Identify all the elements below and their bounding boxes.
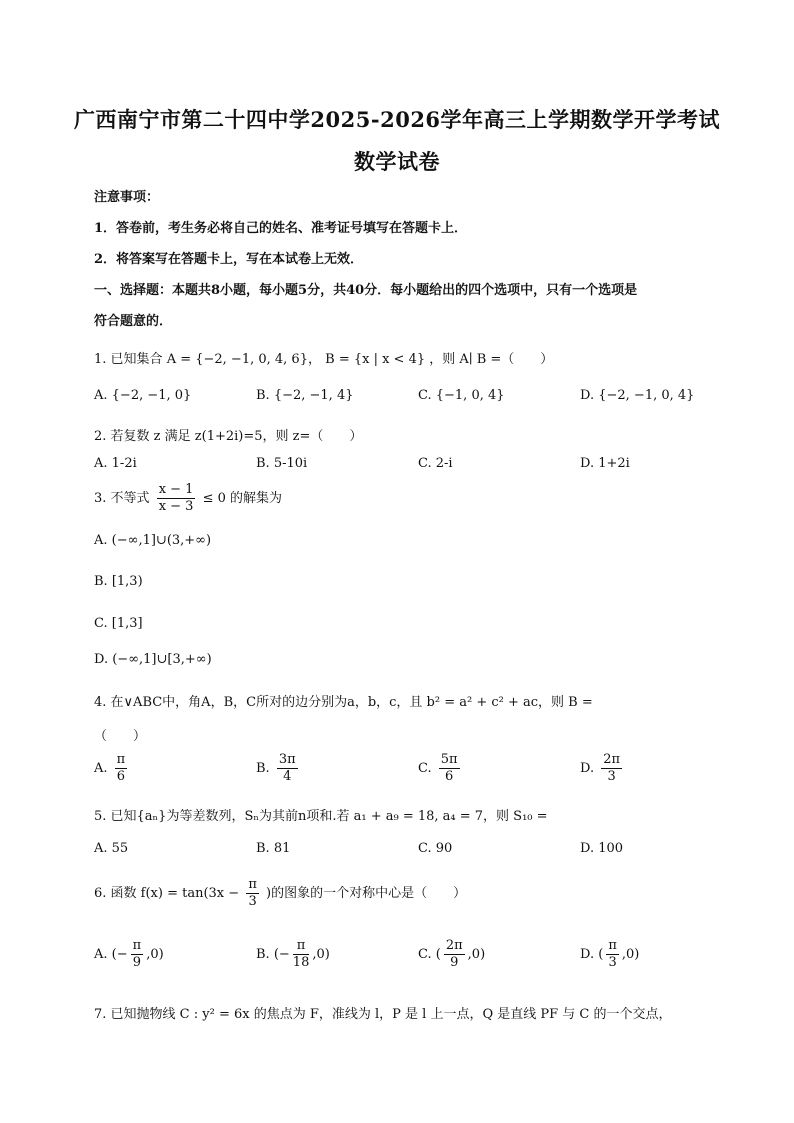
question-1 <box>94 348 553 367</box>
q3-text-a: 3. 不等式 <box>94 491 150 506</box>
q3-fraction <box>157 482 196 515</box>
q4-option-a[interactable] <box>94 752 130 785</box>
q1-text-b: ，则 A∣ B =（ ） <box>429 352 554 367</box>
question-5: 5. 已知{aₙ}为等差数列，Sₙ为其前n项和.若 a₁ + a₉ = 18, a₄ = 7，则 S₁₀ = <box>94 809 548 824</box>
section-heading: 一、选择题：本题共8小题，每小题5分，共40分．每小题给出的四个选项中，只有一个选项是 <box>94 283 638 298</box>
q6-a-den: 9 <box>132 955 142 970</box>
q4-b-fraction <box>277 752 298 785</box>
q6-a-fraction <box>131 938 144 971</box>
q3-option-b[interactable]: B. [1,3) <box>94 574 143 589</box>
q5-options <box>0 841 794 863</box>
q4-a-num: π <box>116 752 126 767</box>
q4-c-fraction <box>439 752 460 785</box>
q3-numerator: x − 1 <box>158 482 194 497</box>
q1-option-c[interactable]: C. {−1, 0, 4} <box>418 388 505 403</box>
q3-text-b: ≤ 0 的解集为 <box>202 491 283 506</box>
q6-c-fraction <box>444 938 465 971</box>
q6-option-a[interactable] <box>94 938 164 971</box>
q6-option-c[interactable] <box>418 938 485 971</box>
q4-b-num: 3π <box>278 752 296 767</box>
q6-a-post: ,0) <box>146 947 164 962</box>
q4-a-den: 6 <box>116 769 126 784</box>
q6-text-b: )的图象的一个对称中心是（ ） <box>266 886 467 901</box>
q6-a-pre: (− <box>111 947 128 962</box>
q4-a-label: A. <box>94 761 108 776</box>
q6-d-fraction <box>606 938 619 971</box>
q3-denominator: x − 3 <box>158 499 194 514</box>
q1-set-a: A = {−2, −1, 0, 4, 6} <box>166 352 308 367</box>
q6-numerator: π <box>248 877 257 892</box>
q4-b-den: 4 <box>283 769 292 784</box>
q5-option-b[interactable]: B. 81 <box>256 841 291 856</box>
question-7: 7. 已知抛物线 C : y² = 6x 的焦点为 F，准线为 l，P 是 l 上一点，Q 是直线 PF 与 C 的一个交点， <box>94 1007 672 1022</box>
q1-sep: ， <box>307 352 321 367</box>
question-6 <box>94 877 466 910</box>
q6-fraction <box>246 877 259 910</box>
q4-option-d[interactable] <box>580 752 625 785</box>
q4-option-b[interactable] <box>256 752 301 785</box>
q6-b-pre: (− <box>273 947 290 962</box>
q3-option-d[interactable]: D. (−∞,1]∪[3,+∞) <box>94 652 212 667</box>
q4-a-fraction <box>115 752 128 785</box>
q6-d-den: 3 <box>608 955 617 970</box>
q6-b-den: 18 <box>292 955 310 970</box>
q2-options <box>0 456 794 478</box>
notes-heading: 注意事项： <box>94 190 160 205</box>
q2-option-d[interactable]: D. 1+2i <box>580 456 630 471</box>
note-item-1: 1．答卷前，考生务必将自己的姓名、准考证号填写在答题卡上． <box>94 221 468 236</box>
q1-option-d[interactable]: D. {−2, −1, 0, 4} <box>580 388 695 403</box>
q1-text-a: 1. 已知集合 <box>94 352 163 367</box>
q6-b-label: B. <box>256 947 270 962</box>
question-4: 4. 在∨ABC中，角A，B，C所对的边分别为a，b，c，且 b² = a² + c² + ac，则 B = <box>94 695 593 710</box>
q6-b-post: ,0) <box>312 947 330 962</box>
q6-options <box>0 938 794 978</box>
q4-d-label: D. <box>580 761 595 776</box>
question-2: 2. 若复数 z 满足 z(1+2i)=5，则 z=（ ） <box>94 429 363 444</box>
q4-d-den: 3 <box>607 769 616 784</box>
q6-b-fraction <box>293 938 310 971</box>
q5-option-d[interactable]: D. 100 <box>580 841 624 856</box>
q6-c-num: 2π <box>445 938 463 953</box>
q6-denominator: 3 <box>248 894 257 909</box>
q6-d-label: D. <box>580 947 595 962</box>
q6-c-post: ,0) <box>467 947 486 962</box>
q6-option-b[interactable] <box>256 938 330 971</box>
q6-a-num: π <box>132 938 142 953</box>
q3-option-a[interactable]: A. (−∞,1]∪(3,+∞) <box>94 533 212 548</box>
q4-options <box>0 752 794 792</box>
exam-subtitle: 数学试卷 <box>354 149 440 174</box>
q4-option-c[interactable] <box>418 752 463 785</box>
q2-option-c[interactable]: C. 2-i <box>418 456 453 471</box>
q6-c-den: 9 <box>450 955 459 970</box>
note-item-2: 2．将答案写在答题卡上，写在本试卷上无效． <box>94 252 364 267</box>
q4-d-num: 2π <box>603 752 621 767</box>
q4-b-label: B. <box>256 761 270 776</box>
q6-d-post: ,0) <box>621 947 640 962</box>
q6-text-a: 6. 函数 f(x) = tan(3x − <box>94 886 240 901</box>
q6-option-d[interactable] <box>580 938 639 971</box>
q3-option-c[interactable]: C. [1,3] <box>94 616 143 631</box>
q5-option-c[interactable]: C. 90 <box>418 841 453 856</box>
q1-option-b[interactable]: B. {−2, −1, 4} <box>256 388 354 403</box>
q2-option-a[interactable]: A. 1-2i <box>94 456 137 471</box>
q1-set-b: B = {x | x < 4} <box>325 352 426 367</box>
q5-option-a[interactable]: A. 55 <box>94 841 129 856</box>
question-3 <box>94 482 282 515</box>
q6-c-label: C. <box>418 947 432 962</box>
q4-c-num: 5π <box>440 752 458 767</box>
q4-d-fraction <box>601 752 622 785</box>
section-heading-cont: 符合题意的． <box>94 314 173 329</box>
exam-title: 广西南宁市第二十四中学2025-2026学年高三上学期数学开学考试 <box>73 107 721 132</box>
q6-b-num: π <box>293 938 310 955</box>
q1-option-a[interactable]: A. {−2, −1, 0} <box>94 388 192 403</box>
q1-options <box>0 388 794 410</box>
q4-paren: （ ） <box>94 729 147 744</box>
q6-d-pre: ( <box>598 947 604 962</box>
q2-option-b[interactable]: B. 5-10i <box>256 456 308 471</box>
q4-c-label: C. <box>418 761 432 776</box>
q6-d-num: π <box>608 938 617 953</box>
q6-c-pre: ( <box>435 947 441 962</box>
q6-a-label: A. <box>94 947 108 962</box>
q4-c-den: 6 <box>445 769 454 784</box>
